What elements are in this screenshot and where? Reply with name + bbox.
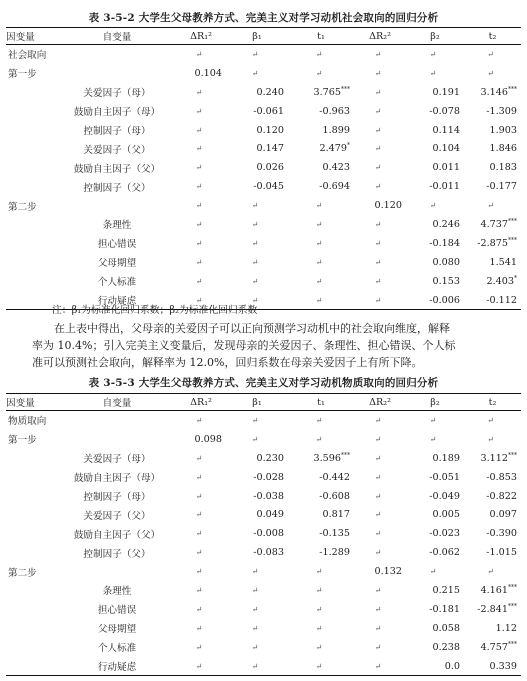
value-cell: -0.694	[319, 181, 350, 193]
dependent-variable-cell	[6, 638, 58, 657]
value-cell: -0.442	[319, 471, 350, 483]
independent-variable-cell	[58, 411, 176, 430]
value-cell: 0.191	[432, 86, 460, 98]
value-cell: ↵	[374, 144, 382, 154]
table-row	[6, 411, 521, 430]
independent-variable-cell: 担心错误	[97, 605, 137, 617]
value-cell: ↵	[315, 68, 323, 78]
value-cell: -1.309	[486, 105, 517, 117]
table-row	[6, 543, 521, 562]
dependent-variable-cell	[6, 83, 58, 102]
value-cell: ↵	[251, 68, 259, 78]
value-cell: -0.963	[319, 105, 350, 117]
independent-variable-cell: 担心错误	[97, 239, 137, 251]
value-cell: ↵	[374, 182, 382, 192]
paragraph-line: 在上表中得出，父母亲的关爱因子可以正向预测学习动机中的社会取向维度，解释	[54, 322, 450, 335]
value-cell: ↵	[374, 276, 382, 286]
value-cell: ↵	[315, 276, 323, 286]
value-cell: ↵	[374, 238, 382, 248]
table-row	[6, 215, 521, 234]
independent-variable-cell: 鼓励自主因子（母）	[73, 107, 161, 119]
paragraph-line: 准可以预测社会取向，解释率为 12.0%，回归系数在母亲关爱因子上有所下降。	[32, 356, 423, 369]
value-cell: ↵	[315, 604, 323, 614]
column-header: ΔR₁²	[176, 394, 226, 411]
value-cell: -0.083	[253, 547, 284, 559]
value-cell: ↵	[487, 567, 494, 577]
value-cell: ↵	[195, 238, 203, 248]
value-cell: ↵	[251, 585, 259, 595]
independent-variable-cell: 行动疑虑	[58, 291, 176, 310]
table-row	[6, 177, 521, 196]
dependent-variable-cell	[6, 253, 58, 272]
value-cell: ↵	[251, 219, 259, 229]
dependent-variable-cell	[6, 543, 58, 562]
value-cell: ↵	[374, 125, 382, 135]
dependent-variable-cell	[6, 121, 58, 140]
dependent-variable-cell	[6, 487, 58, 506]
value-cell: ↵	[288, 291, 354, 310]
value-cell: 0.339	[464, 657, 521, 676]
value-cell: ↵	[374, 623, 382, 633]
value-cell: 0.238	[432, 641, 460, 653]
value-cell: ↵	[487, 415, 494, 425]
dependent-variable-cell	[6, 158, 58, 177]
value-cell: 1.903	[489, 124, 517, 136]
value-cell: 0.230	[256, 452, 284, 464]
dependent-variable-cell	[6, 215, 58, 234]
value-cell: 0.097	[489, 509, 517, 521]
value-cell: ↵	[429, 415, 437, 425]
value-cell: ↵	[195, 453, 203, 463]
table-row	[6, 234, 521, 253]
independent-variable-cell: 个人标准	[97, 643, 137, 655]
independent-variable-cell: 条理性	[102, 220, 132, 232]
independent-variable-cell	[58, 45, 176, 64]
value-cell: 2.403*	[486, 274, 517, 287]
value-cell: 4.161***	[480, 583, 517, 596]
value-cell: ↵	[195, 642, 203, 652]
column-header: ΔR₂²	[354, 28, 406, 45]
value-cell: ↵	[195, 510, 203, 520]
value-cell: ↵	[354, 291, 406, 310]
value-cell: 0.058	[432, 622, 460, 634]
value-cell: -0.135	[319, 528, 350, 540]
value-cell: ↵	[429, 434, 437, 444]
value-cell: ↵	[315, 434, 323, 444]
value-cell: ↵	[195, 567, 203, 577]
independent-variable-cell: 行动疑虑	[58, 657, 176, 676]
value-cell: ↵	[176, 657, 226, 676]
column-header: β₂	[406, 28, 464, 45]
table-row	[6, 64, 521, 83]
independent-variable-cell: 个人标准	[97, 277, 137, 289]
value-cell: 0.423	[322, 162, 350, 174]
table-row	[6, 524, 521, 543]
dependent-variable-cell	[6, 449, 58, 468]
independent-variable-cell: 鼓励自主因子（父）	[73, 163, 161, 175]
table-row	[6, 505, 521, 524]
column-header: β₂	[406, 394, 464, 411]
value-cell: ↵	[374, 106, 382, 116]
value-cell: ↵	[195, 87, 203, 97]
value-cell: -0.078	[429, 105, 460, 117]
dependent-variable-cell	[6, 505, 58, 524]
value-cell: ↵	[374, 257, 382, 267]
value-cell: ↵	[315, 201, 323, 211]
independent-variable-cell	[58, 196, 176, 215]
value-cell: ↵	[195, 548, 203, 558]
value-cell: -0.822	[486, 490, 517, 502]
value-cell: ↵	[374, 434, 382, 444]
value-cell: ↵	[251, 623, 259, 633]
value-cell: ↵	[429, 49, 437, 59]
value-cell: -0.608	[319, 490, 350, 502]
dependent-variable-cell	[6, 102, 58, 121]
independent-variable-cell: 父母期望	[97, 258, 137, 270]
column-header: ΔR₂²	[354, 394, 406, 411]
value-cell: -0.011	[429, 181, 460, 193]
value-cell: ↵	[374, 49, 382, 59]
value-cell: -0.008	[253, 528, 284, 540]
dependent-variable-cell	[6, 524, 58, 543]
table1-caption: 表 3-5-2 大学生父母教养方式、完美主义对学习动机社会取向的回归分析	[88, 12, 439, 24]
dependent-variable-cell	[6, 581, 58, 600]
column-header: t₁	[288, 394, 354, 411]
independent-variable-cell: 关爱因子（母）	[83, 88, 151, 100]
dependent-variable-cell	[6, 234, 58, 253]
table2-caption: 表 3-5-3 大学生父母教养方式、完美主义对学习动机物质取向的回归分析	[88, 377, 439, 389]
value-cell: ↵	[429, 567, 437, 577]
value-cell: 1.846	[489, 143, 517, 155]
value-cell: -0.006	[406, 291, 464, 310]
value-cell: -0.062	[429, 547, 460, 559]
value-cell: ↵	[251, 201, 259, 211]
value-cell: -0.112	[464, 291, 521, 310]
value-cell: ↵	[487, 434, 494, 444]
value-cell: ↵	[374, 68, 382, 78]
value-cell: -2.875***	[477, 236, 517, 249]
dependent-variable-cell	[6, 657, 58, 676]
table-row	[6, 121, 521, 140]
table-row	[6, 638, 521, 657]
value-cell: 1.899	[322, 124, 350, 136]
column-header: 自变量	[58, 394, 176, 411]
value-cell: 0.104	[194, 67, 222, 79]
independent-variable-cell: 控制因子（母）	[83, 126, 151, 137]
value-cell: 4.737***	[480, 217, 517, 230]
dependent-variable-cell	[6, 139, 58, 158]
column-header: t₁	[288, 28, 354, 45]
table2	[6, 393, 521, 676]
table-row	[6, 657, 521, 676]
table-row	[6, 45, 521, 64]
value-cell: 0.080	[432, 256, 460, 268]
value-cell: ↵	[487, 49, 494, 59]
value-cell: ↵	[195, 106, 203, 116]
value-cell: ↵	[251, 415, 259, 425]
value-cell: -1.015	[486, 547, 517, 559]
value-cell: -0.023	[429, 528, 460, 540]
value-cell: 0.098	[194, 433, 222, 445]
table-row	[6, 581, 521, 600]
column-header: β₁	[226, 28, 288, 45]
value-cell: 0.049	[256, 509, 284, 521]
value-cell: ↵	[251, 434, 259, 444]
paragraph-line: 率为 10.4%；引入完美主义变量后，发现母亲的关爱因子、条理性、担心错误、个人标	[32, 339, 456, 352]
value-cell: ↵	[195, 623, 203, 633]
value-cell: ↵	[315, 49, 323, 59]
value-cell: ↵	[195, 49, 203, 59]
value-cell: ↵	[374, 453, 382, 463]
value-cell: ↵	[429, 201, 437, 211]
value-cell: 3.596***	[313, 451, 350, 464]
value-cell: -2.841***	[477, 602, 517, 615]
value-cell: 1.541	[489, 256, 517, 268]
value-cell: 0.132	[374, 566, 402, 578]
table-row	[6, 158, 521, 177]
value-cell: 0.120	[374, 200, 402, 212]
value-cell: 3.146***	[480, 85, 517, 98]
dependent-variable-cell	[6, 291, 58, 310]
value-cell: ↵	[429, 68, 437, 78]
independent-variable-cell: 条理性	[102, 586, 132, 598]
independent-variable-cell	[58, 64, 176, 83]
value-cell: ↵	[226, 291, 288, 310]
value-cell: 0.114	[432, 124, 460, 136]
value-cell: ↵	[195, 472, 203, 482]
column-header: t₂	[464, 28, 521, 45]
value-cell: -0.181	[429, 603, 460, 615]
value-cell: ↵	[251, 49, 259, 59]
independent-variable-cell: 控制因子（父）	[83, 548, 151, 560]
value-cell: ↵	[226, 657, 288, 676]
value-cell: -0.045	[253, 181, 284, 193]
value-cell: ↵	[315, 238, 323, 248]
value-cell: ↵	[315, 585, 323, 595]
value-cell: -0.390	[486, 528, 517, 540]
table-row	[6, 468, 521, 487]
value-cell: ↵	[374, 604, 382, 614]
value-cell: ↵	[195, 125, 203, 135]
table-row	[6, 619, 521, 638]
value-cell: ↵	[374, 529, 382, 539]
value-cell: ↵	[315, 642, 323, 652]
value-cell: ↵	[195, 219, 203, 229]
value-cell: ↵	[195, 257, 203, 267]
value-cell: 0.026	[256, 162, 284, 174]
value-cell: ↵	[315, 623, 323, 633]
table-row	[6, 196, 521, 215]
value-cell: ↵	[315, 219, 323, 229]
value-cell: 0.246	[432, 218, 460, 230]
independent-variable-cell: 鼓励自主因子（父）	[73, 529, 161, 541]
value-cell: ↵	[374, 219, 382, 229]
value-cell: ↵	[374, 585, 382, 595]
value-cell: ↵	[315, 567, 323, 577]
value-cell: -0.061	[253, 105, 284, 117]
value-cell: ↵	[195, 585, 203, 595]
table-row	[6, 83, 521, 102]
dependent-variable-cell	[6, 600, 58, 619]
dependent-variable-cell: 第一步	[8, 435, 37, 447]
value-cell: 0.215	[432, 584, 460, 596]
value-cell: ↵	[195, 182, 203, 192]
value-cell: ↵	[195, 491, 203, 501]
value-cell: ↵	[374, 642, 382, 652]
independent-variable-cell: 鼓励自主因子（母）	[73, 473, 161, 485]
value-cell: 0.011	[432, 162, 460, 174]
column-header: t₂	[464, 394, 521, 411]
column-header: 自变量	[58, 28, 176, 45]
value-cell: ↵	[354, 657, 406, 676]
value-cell: 0.0	[406, 657, 464, 676]
value-cell: -1.289	[319, 547, 350, 559]
value-cell: 1.12	[495, 622, 517, 634]
independent-variable-cell	[58, 430, 176, 449]
dependent-variable-cell	[6, 177, 58, 196]
value-cell: -0.051	[429, 471, 460, 483]
value-cell: -0.038	[253, 490, 284, 502]
value-cell: ↵	[195, 201, 203, 211]
table-row	[6, 562, 521, 581]
value-cell: ↵	[374, 491, 382, 501]
dependent-variable-cell: 社会取向	[8, 50, 47, 62]
dependent-variable-cell: 第二步	[8, 201, 37, 213]
dependent-variable-cell	[6, 468, 58, 487]
value-cell: ↵	[195, 163, 203, 173]
table-note: 注：β₁为标准化回归系数；β₂为标准化回归系数	[52, 305, 258, 316]
value-cell: -0.049	[429, 490, 460, 502]
value-cell: ↵	[251, 567, 259, 577]
value-cell: -0.184	[429, 237, 460, 249]
table1	[6, 27, 521, 310]
value-cell: ↵	[251, 642, 259, 652]
value-cell: 0.104	[432, 143, 460, 155]
table-row	[6, 487, 521, 506]
value-cell: 2.479*	[319, 142, 350, 155]
dependent-variable-cell	[6, 272, 58, 291]
table-row	[6, 102, 521, 121]
value-cell: ↵	[251, 238, 259, 248]
table-row	[6, 139, 521, 158]
value-cell: 0.153	[432, 275, 460, 287]
value-cell: ↵	[374, 472, 382, 482]
table-row	[6, 430, 521, 449]
column-header: 因变量	[6, 394, 58, 411]
independent-variable-cell: 控制因子（母）	[83, 492, 151, 503]
independent-variable-cell: 关爱因子（父）	[83, 510, 151, 522]
value-cell: ↵	[195, 604, 203, 614]
value-cell: 0.240	[256, 86, 284, 98]
value-cell: 3.765***	[313, 85, 350, 98]
value-cell: 0.005	[432, 509, 460, 521]
value-cell: ↵	[195, 529, 203, 539]
dependent-variable-cell: 物质取向	[8, 416, 47, 428]
value-cell: ↵	[251, 604, 259, 614]
value-cell: ↵	[195, 144, 203, 154]
independent-variable-cell: 关爱因子（父）	[83, 144, 151, 156]
value-cell: ↵	[374, 87, 382, 97]
value-cell: 0.147	[256, 143, 284, 155]
column-header: ΔR₁²	[176, 28, 226, 45]
dependent-variable-cell: 第二步	[8, 567, 37, 579]
value-cell: 4.757***	[480, 640, 517, 653]
independent-variable-cell: 父母期望	[97, 624, 137, 636]
value-cell: 0.183	[489, 162, 517, 174]
value-cell: ↵	[315, 415, 323, 425]
column-header: β₁	[226, 394, 288, 411]
table-row	[6, 600, 521, 619]
dependent-variable-cell	[6, 619, 58, 638]
value-cell: ↵	[195, 415, 203, 425]
dependent-variable-cell: 第一步	[8, 69, 37, 81]
value-cell: 3.112***	[480, 451, 517, 464]
independent-variable-cell	[58, 562, 176, 581]
value-cell: ↵	[288, 657, 354, 676]
column-header: 因变量	[6, 28, 58, 45]
value-cell: ↵	[251, 257, 259, 267]
value-cell: ↵	[374, 163, 382, 173]
value-cell: 0.817	[322, 509, 350, 521]
value-cell: ↵	[374, 415, 382, 425]
value-cell: ↵	[195, 276, 203, 286]
value-cell: ↵	[251, 276, 259, 286]
table-row	[6, 449, 521, 468]
value-cell: 0.120	[256, 124, 284, 136]
value-cell: ↵	[374, 510, 382, 520]
table-row	[6, 272, 521, 291]
value-cell: ↵	[487, 68, 494, 78]
body-paragraph	[32, 320, 512, 371]
value-cell: -0.853	[486, 471, 517, 483]
table-row	[6, 253, 521, 272]
independent-variable-cell: 关爱因子（母）	[83, 454, 151, 466]
value-cell: ↵	[487, 201, 494, 211]
independent-variable-cell: 控制因子（父）	[83, 182, 151, 194]
value-cell: -0.028	[253, 471, 284, 483]
value-cell: ↵	[374, 548, 382, 558]
value-cell: ↵	[176, 291, 226, 310]
value-cell: ↵	[315, 257, 323, 267]
value-cell: 0.189	[432, 452, 460, 464]
value-cell: -0.177	[486, 181, 517, 193]
